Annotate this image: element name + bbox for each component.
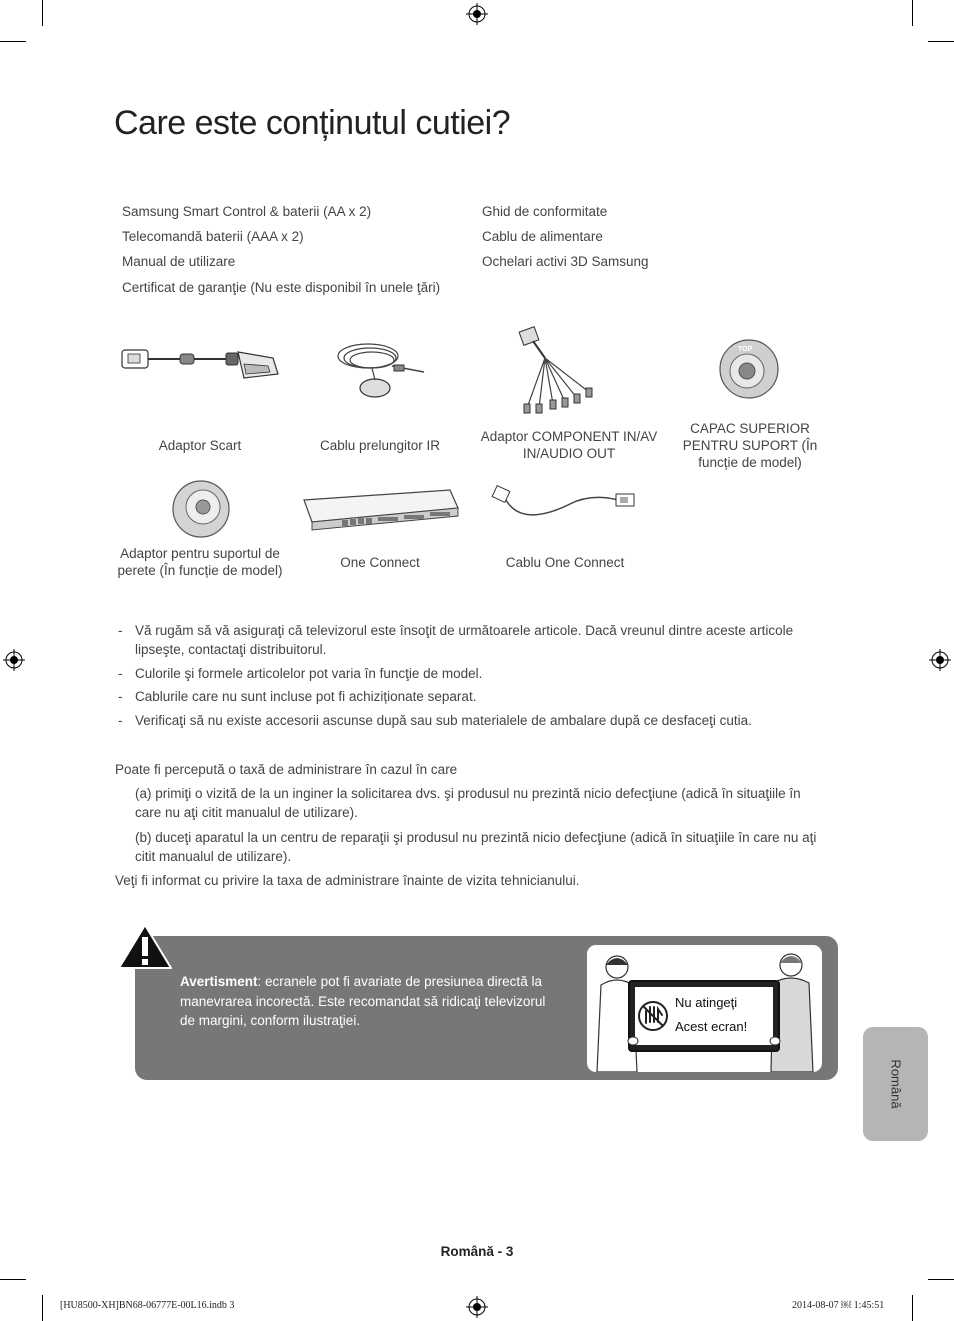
language-tab — [863, 1027, 928, 1141]
ir-cable-illustration — [330, 330, 430, 405]
language-tab-label: Română — [888, 1059, 903, 1109]
registration-mark-icon — [3, 649, 25, 671]
page-number: Română - 3 — [440, 1244, 514, 1259]
top-cap-illustration — [714, 336, 784, 404]
caption-one-connect: One Connect — [340, 555, 420, 570]
note-dash: - — [118, 689, 123, 704]
scart-adapter-illustration — [118, 340, 283, 390]
crop-mark — [0, 1279, 26, 1280]
caption-ir-cable: Cablu prelungitor IR — [319, 438, 441, 453]
wall-adapter-illustration — [170, 478, 232, 540]
one-connect-cable-illustration — [490, 484, 640, 524]
crop-mark — [912, 1295, 913, 1321]
caption-scart: Adaptor Scart — [158, 438, 242, 453]
list-item: Ghid de conformitate — [482, 204, 608, 219]
crop-mark — [928, 1279, 954, 1280]
component-adapter-illustration — [505, 326, 605, 416]
list-item: Manual de utilizare — [122, 254, 236, 269]
crop-mark — [42, 0, 43, 26]
warning-icon — [116, 922, 174, 972]
note-dash: - — [118, 713, 123, 728]
top-label: TOP — [738, 346, 753, 353]
note-item — [118, 687, 838, 706]
list-item: Certificat de garanţie (Nu este disponibil în unele ţări) — [122, 280, 441, 295]
page-title: Care este conținutul cutiei? — [114, 104, 511, 142]
caption-top-cap: CAPAC SUPERIOR PENTRU SUPORT (În funcție de model) — [682, 421, 818, 470]
note-text: Verificaţi să nu existe accesorii ascunse după sau sub materialele de ambalare după ce desfaceţi cutia. — [135, 713, 752, 728]
warning-label: Avertisment — [180, 974, 258, 989]
fee-outro: Veţi fi informat cu privire la taxa de administrare înainte de vizita tehnicianului. — [115, 873, 580, 888]
note-text: Vă rugăm să vă asiguraţi că televizorul este însoţit de următoarele articole. Dacă vreunul dintre aceste articole lipseşte, contactaţi distribuitorul. — [135, 623, 794, 657]
list-item: Cablu de alimentare — [482, 229, 603, 244]
footer-file: [HU8500-XH]BN68-06777E-00L16.indb 3 — [60, 1300, 235, 1311]
screen-text-line2: Acest ecran! — [675, 1019, 748, 1034]
warning-text — [180, 972, 560, 1031]
list-item: Samsung Smart Control & baterii (AA x 2) — [122, 204, 372, 219]
note-dash: - — [118, 623, 123, 638]
screen-text-line1: Nu atingeţi — [675, 995, 738, 1010]
note-item — [118, 621, 838, 659]
registration-mark-icon — [929, 649, 951, 671]
fee-case-a: (a) primiţi o vizită de la un inginer la solicitarea dvs. şi produsul nu prezintă nicio defecţiune (adică în situaţiile în care nu aţi citit manualul de utilizare). — [135, 786, 801, 820]
note-text: Culorile şi formele articolelor pot varia în funcţie de model. — [135, 666, 483, 681]
fee-case-b: (b) duceţi aparatul la un centru de reparaţii şi produsul nu prezintă nicio defecţiune (adică în situaţiile în care nu aţi citit manualul de utilizare). — [135, 830, 817, 864]
caption-component: Adaptor COMPONENT IN/AV IN/AUDIO OUT — [480, 429, 658, 461]
note-dash: - — [118, 666, 123, 681]
registration-mark-icon — [466, 1296, 488, 1318]
fee-intro: Poate fi percepută o taxă de administrare în cazul în care — [115, 762, 458, 777]
list-item: Ochelari activi 3D Samsung — [482, 254, 649, 269]
one-connect-illustration — [300, 488, 462, 534]
caption-one-connect-cable: Cablu One Connect — [505, 555, 625, 570]
footer-timestamp: 2014-08-07 ￼ 1:45:51 — [792, 1300, 885, 1311]
note-text: Cablurile care nu sunt incluse pot fi achiziționate separat. — [135, 689, 477, 704]
list-item: Telecomandă baterii (AAA x 2) — [122, 229, 304, 244]
note-item — [118, 664, 838, 683]
caption-wall-adapter: Adaptor pentru suportul de perete (În funcție de model) — [117, 546, 283, 578]
warning-body: : ecranele pot fi avariate de presiunea directă la manevrarea incorectă. Este recomandat să ridicaţi televizorul de margini, conform ilustraţiei. — [180, 974, 546, 1028]
crop-mark — [0, 41, 26, 42]
crop-mark — [42, 1295, 43, 1321]
crop-mark — [912, 0, 913, 26]
crop-mark — [928, 41, 954, 42]
note-item — [118, 711, 838, 730]
registration-mark-icon — [466, 3, 488, 25]
